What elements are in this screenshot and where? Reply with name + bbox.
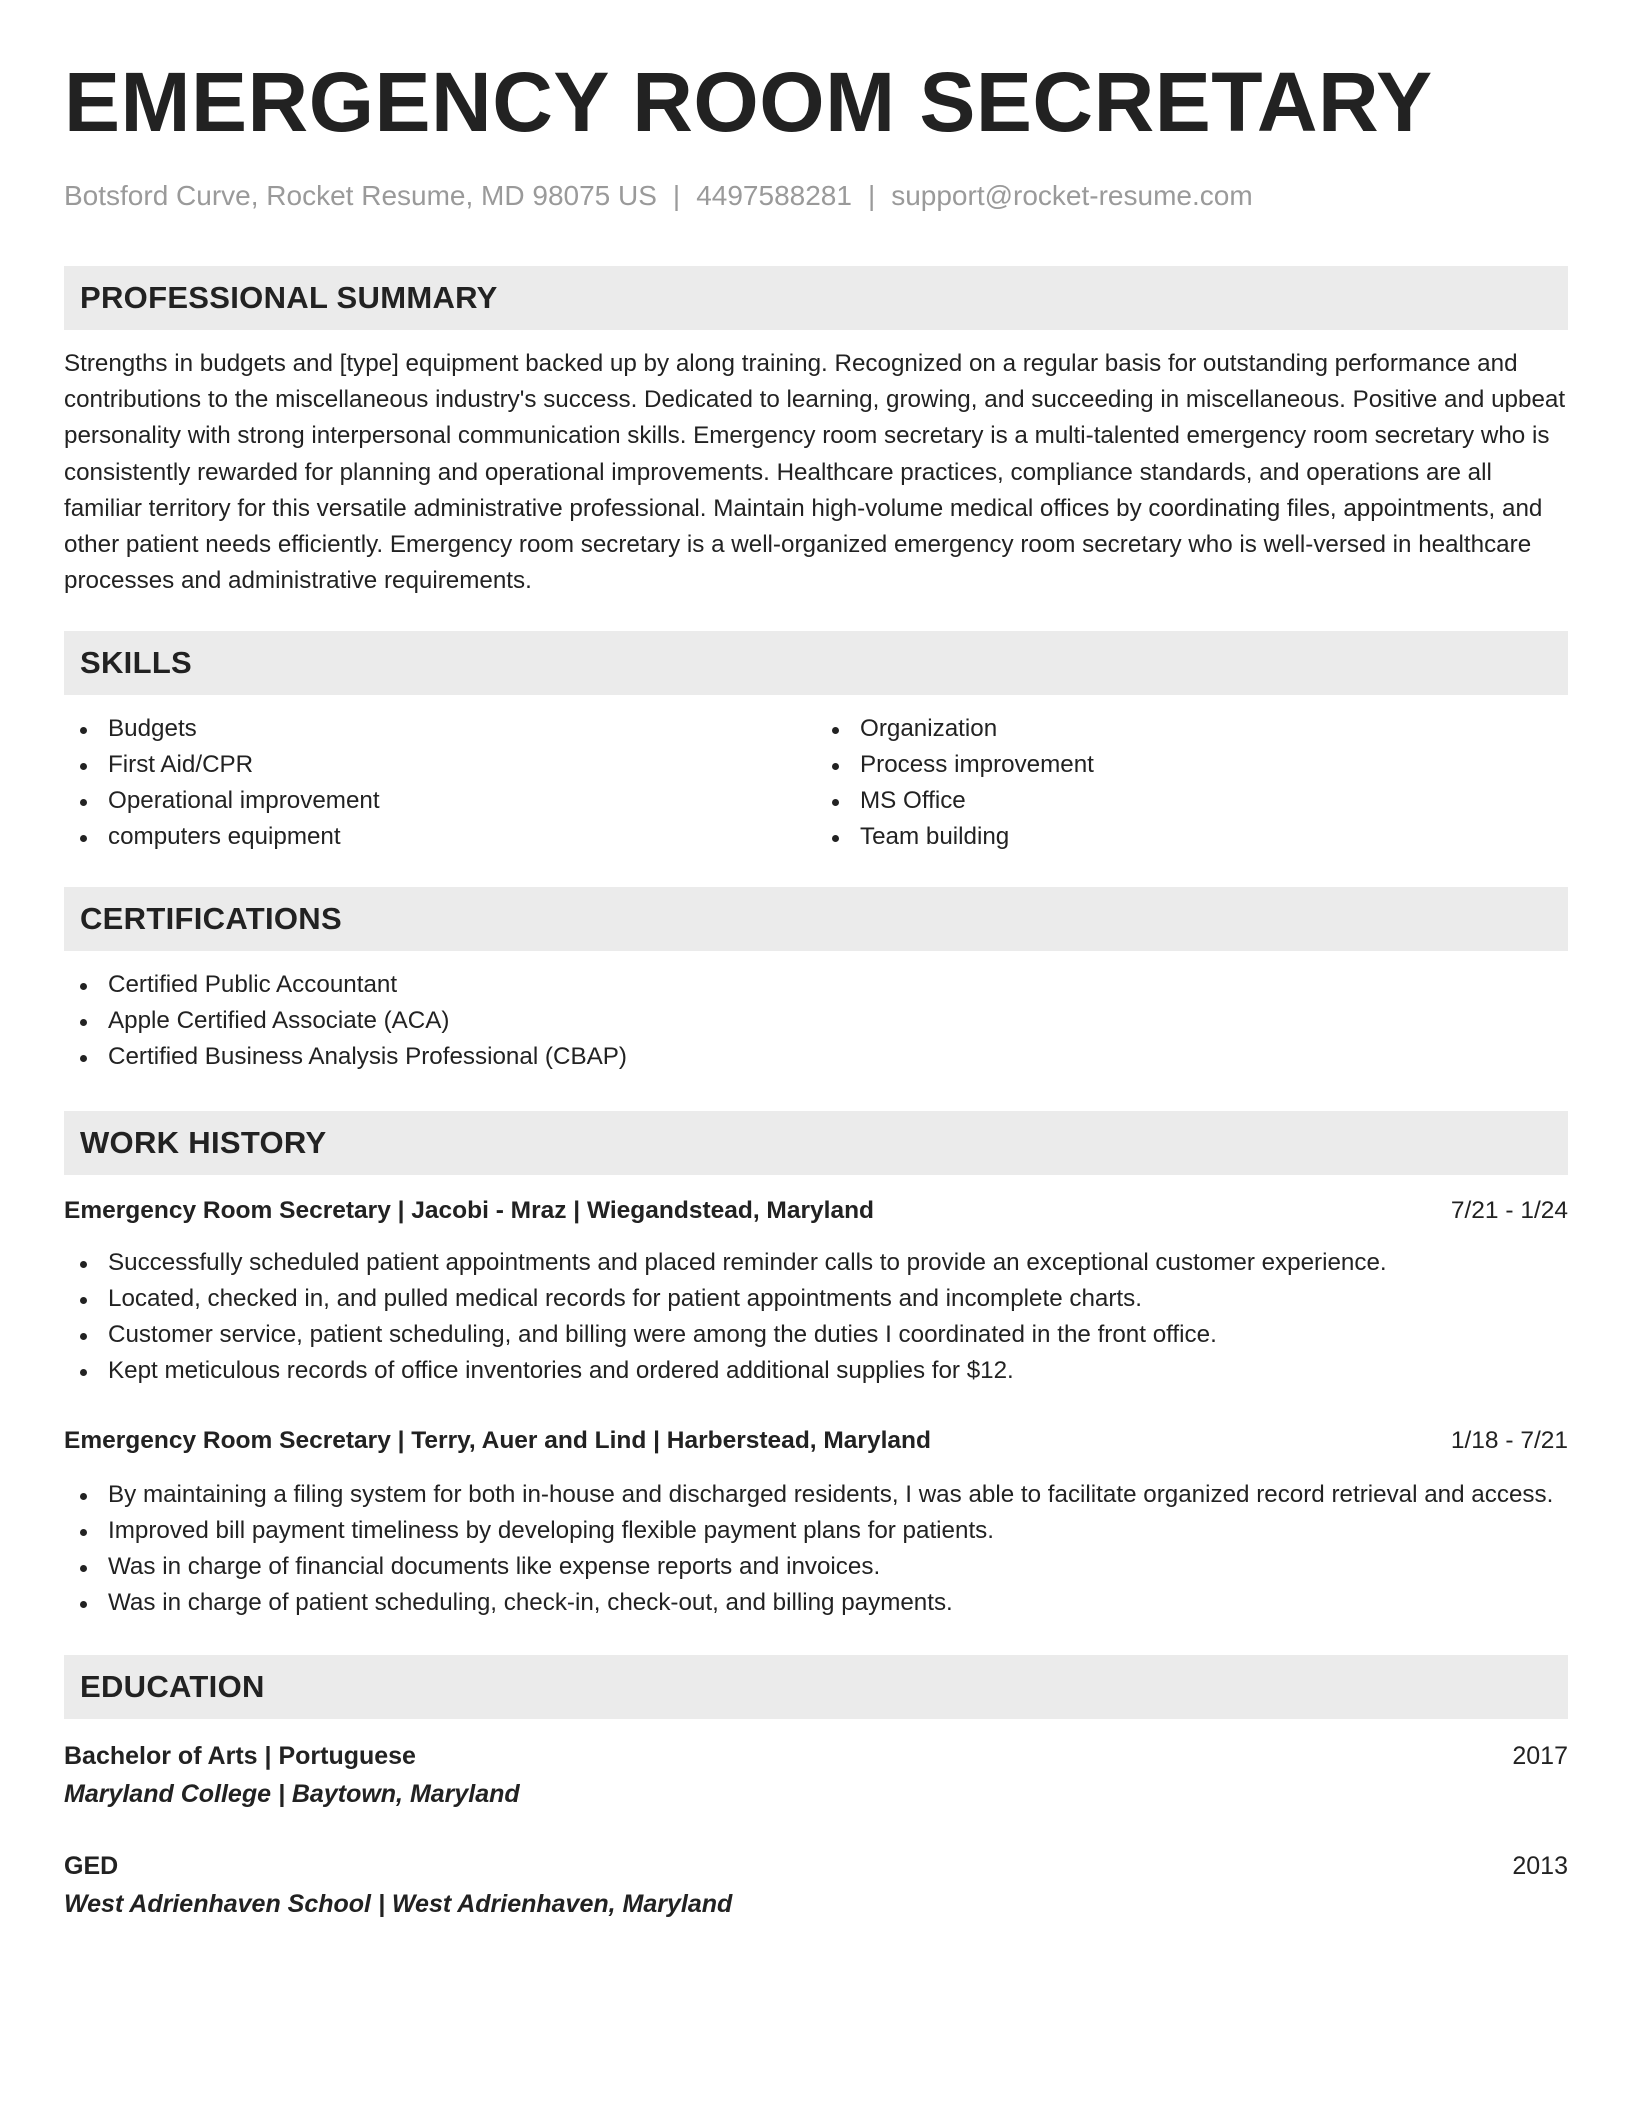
certification-item: Apple Certified Associate (ACA): [64, 1003, 1568, 1039]
education-heading-row: [64, 1847, 1568, 1885]
contact-line: [64, 178, 1568, 214]
summary-heading: PROFESSIONAL SUMMARY: [64, 266, 1568, 330]
education-entry: [64, 1737, 1568, 1813]
certifications-heading: CERTIFICATIONS: [64, 887, 1568, 951]
job-title: Emergency Room Secretary | Jacobi - Mraz | Wiegandstead, Maryland: [64, 1197, 874, 1225]
skills-list-right: [816, 711, 1568, 855]
contact-phone: 4497588281: [696, 180, 852, 211]
skill-item: Process improvement: [816, 747, 1568, 783]
contact-address: Botsford Curve, Rocket Resume, MD 98075 US: [64, 180, 657, 211]
education-year: 2013: [1512, 1852, 1568, 1881]
education-school: Maryland College | Baytown, Maryland: [64, 1780, 520, 1809]
skill-item: MS Office: [816, 783, 1568, 819]
skill-item: First Aid/CPR: [64, 747, 816, 783]
job-duties-list: [64, 1245, 1568, 1389]
job-duty-item: Customer service, patient scheduling, and billing were among the duties I coordinated in the front office.: [64, 1317, 1568, 1353]
skill-item: Budgets: [64, 711, 816, 747]
skills-heading: SKILLS: [64, 631, 1568, 695]
skill-item: Operational improvement: [64, 783, 816, 819]
job-heading: [64, 1423, 1568, 1459]
work-history-heading: WORK HISTORY: [64, 1111, 1568, 1175]
certifications-list: [64, 967, 1568, 1075]
education-heading-row: [64, 1737, 1568, 1775]
skill-item: computers equipment: [64, 819, 816, 855]
job-dates: 1/18 - 7/21: [1450, 1427, 1568, 1455]
job-heading: [64, 1193, 1568, 1229]
job-duty-item: Successfully scheduled patient appointments and placed reminder calls to provide an exceptional customer experience.: [64, 1245, 1568, 1281]
resume-name: EMERGENCY ROOM SECRETARY: [64, 55, 1433, 149]
skills-column-left: [64, 711, 816, 855]
education-degree: GED: [64, 1852, 119, 1881]
skill-item: Team building: [816, 819, 1568, 855]
job-duty-item: Was in charge of financial documents like expense reports and invoices.: [64, 1549, 1568, 1585]
summary-text: Strengths in budgets and [type] equipment backed up by along training. Recognized on a regular basis for outstanding performance and contributions to the miscellaneous industry's success. Dedicated to learning, growing, and succeeding in miscellaneous. Positive and upbeat personality with strong interpersonal communication skills. Emergency room secretary is a multi-talented emergency room secretary who is consistently rewarded for planning and operational improvements. Healthcare practices, compliance standards, and operations are all familiar territory for this versatile administrative professional. Maintain high-volume medical offices by coordinating files, appointments, and other patient needs efficiently. Emergency room secretary is a well-organized emergency room secretary who is well-versed in healthcare processes and administrative requirements.: [64, 350, 1566, 595]
education-year: 2017: [1512, 1742, 1568, 1771]
job-title: Emergency Room Secretary | Terry, Auer and Lind | Harberstead, Maryland: [64, 1427, 931, 1455]
education-heading: EDUCATION: [64, 1655, 1568, 1719]
skills-grid: [64, 711, 1568, 855]
contact-separator: |: [672, 180, 681, 211]
certification-item: Certified Business Analysis Professional (CBAP): [64, 1039, 1568, 1075]
skills-column-right: [816, 711, 1568, 855]
job-duties-list: [64, 1477, 1568, 1621]
education-entry: [64, 1847, 1568, 1923]
job-duty-item: Kept meticulous records of office inventories and ordered additional supplies for $12.: [64, 1353, 1568, 1389]
contact-email: support@rocket-resume.com: [891, 180, 1253, 211]
job-duty-item: Was in charge of patient scheduling, check-in, check-out, and billing payments.: [64, 1585, 1568, 1621]
job-duty-item: Located, checked in, and pulled medical records for patient appointments and incomplete charts.: [64, 1281, 1568, 1317]
job-dates: 7/21 - 1/24: [1450, 1197, 1568, 1225]
education-degree: Bachelor of Arts | Portuguese: [64, 1742, 416, 1771]
job-duty-item: By maintaining a filing system for both in-house and discharged residents, I was able to facilitate organized record retrieval and access.: [64, 1477, 1568, 1513]
contact-separator: |: [867, 180, 876, 211]
certification-item: Certified Public Accountant: [64, 967, 1568, 1003]
education-school: West Adrienhaven School | West Adrienhaven, Maryland: [64, 1890, 733, 1919]
skill-item: Organization: [816, 711, 1568, 747]
job-duty-item: Improved bill payment timeliness by developing flexible payment plans for patients.: [64, 1513, 1568, 1549]
skills-list-left: [64, 711, 816, 855]
